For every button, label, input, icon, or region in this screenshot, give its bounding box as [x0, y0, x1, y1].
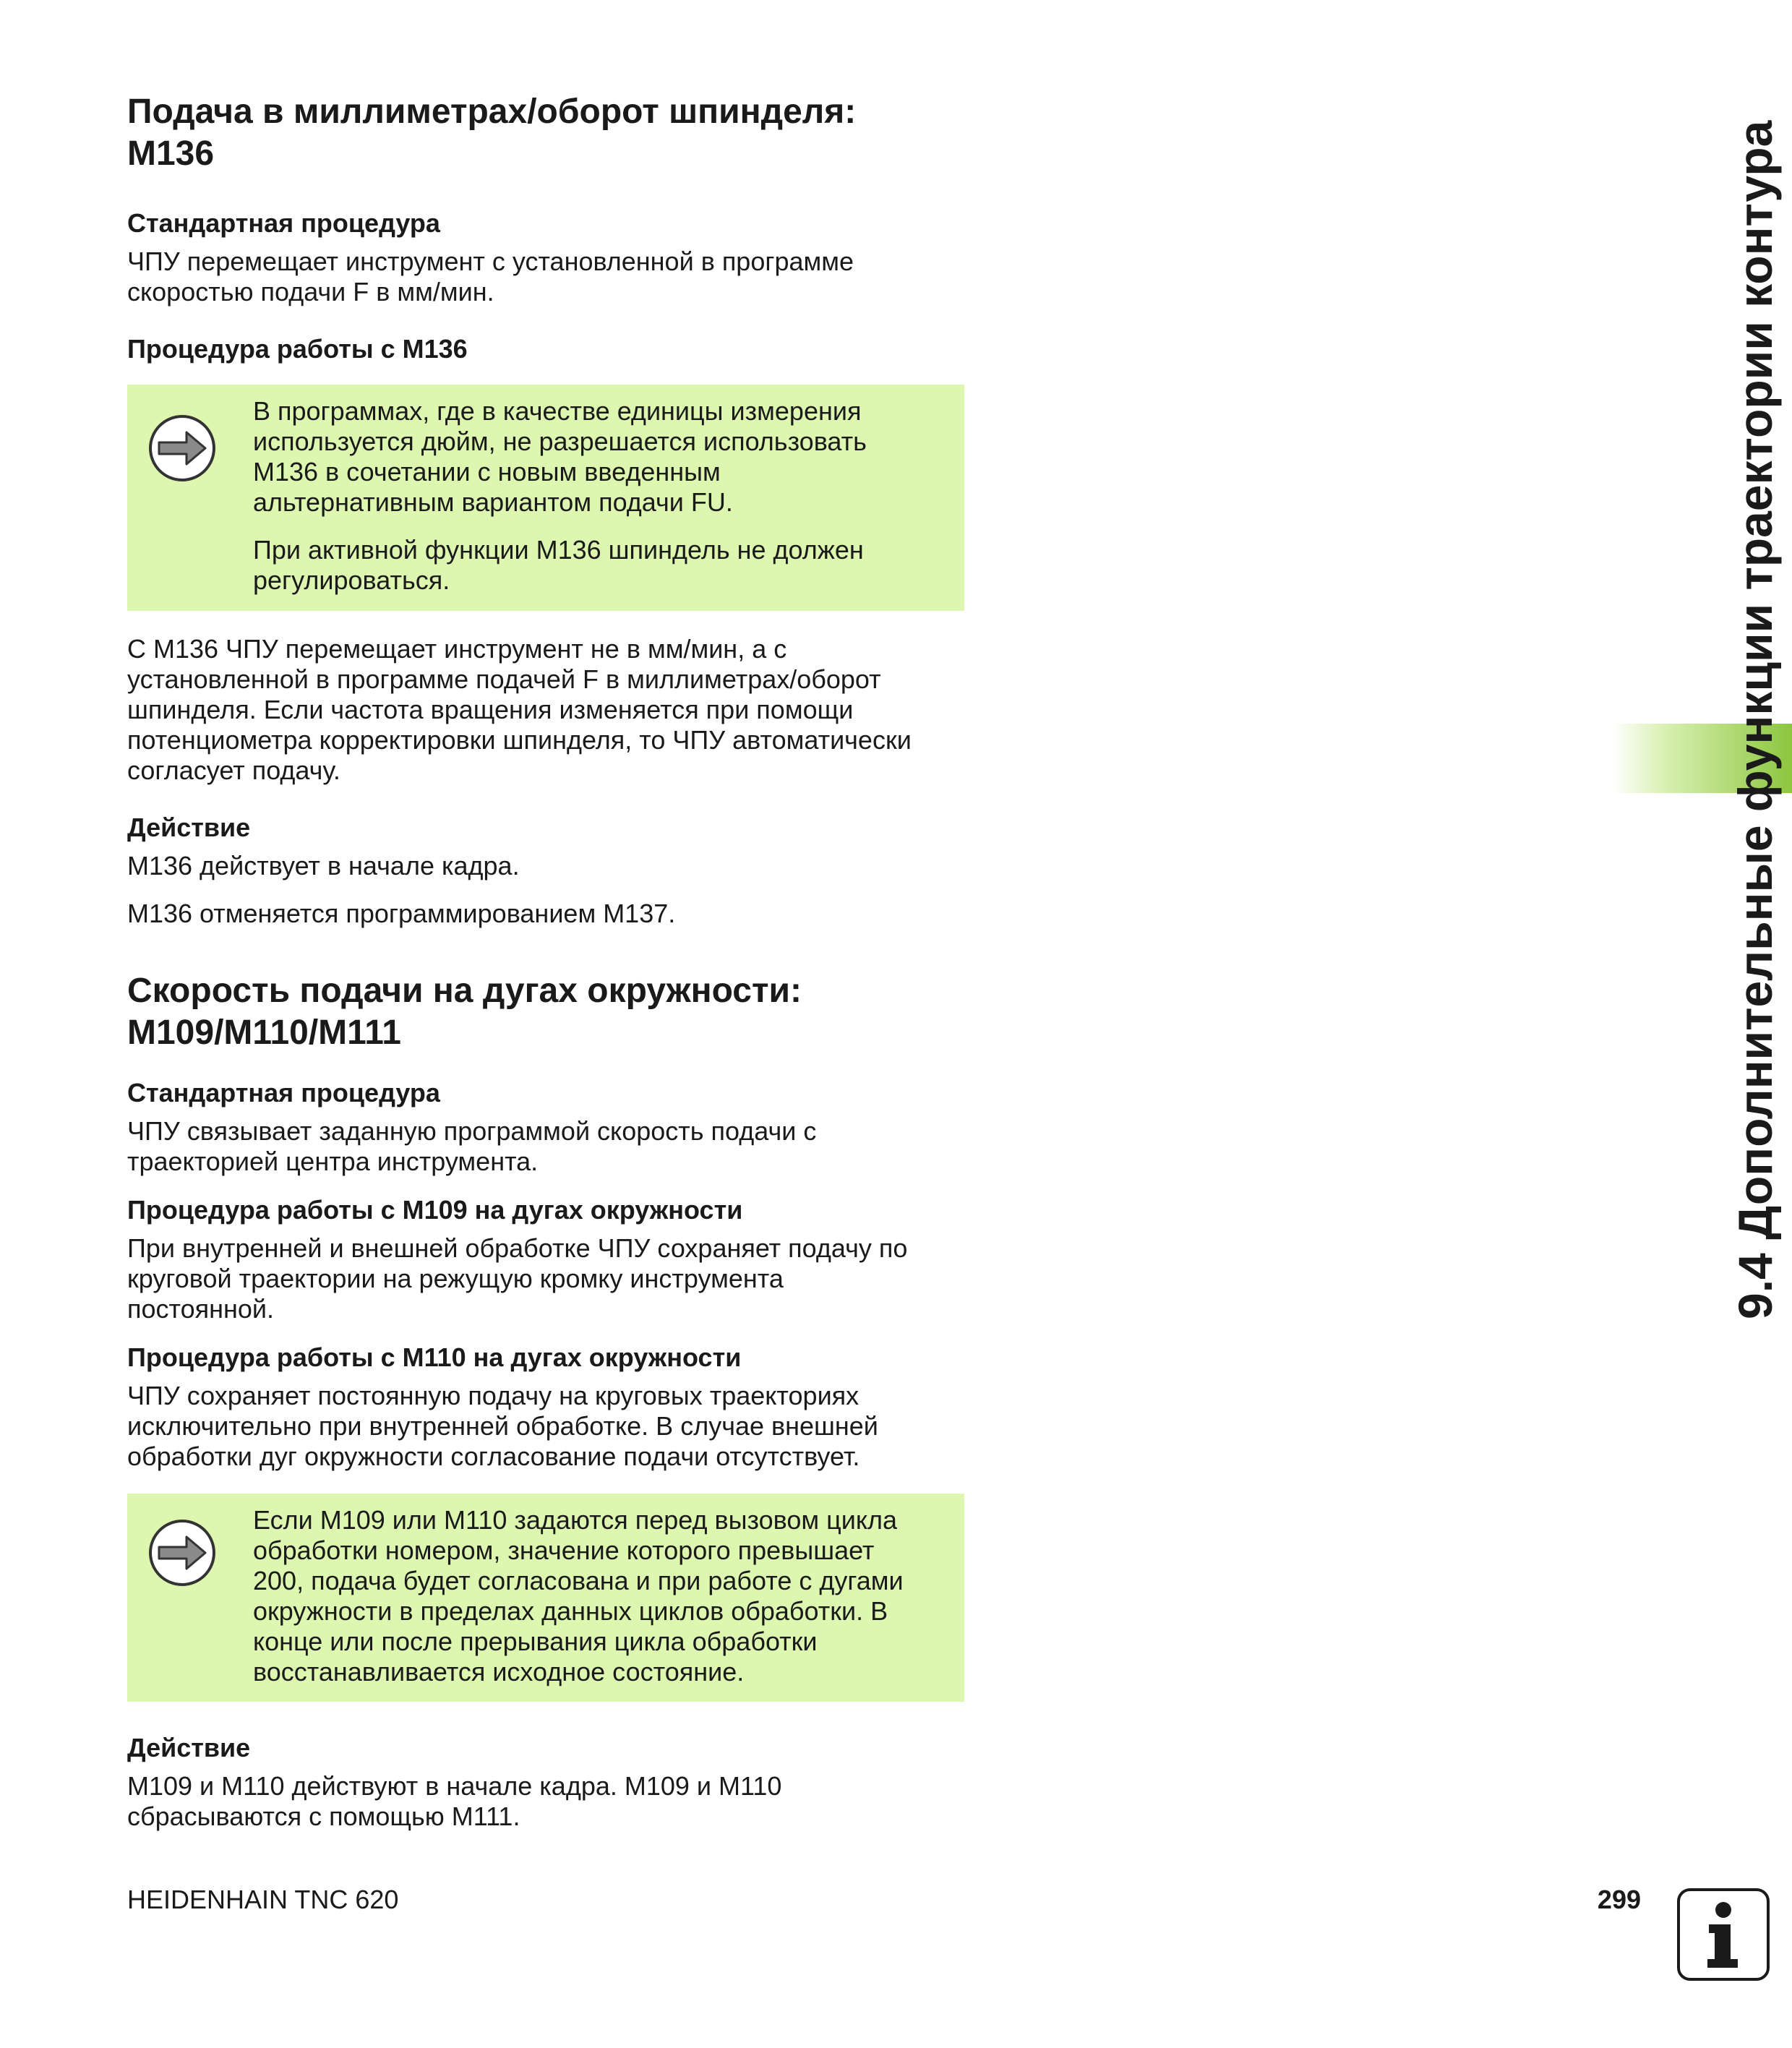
m136-procedure-heading: Процедура работы с M136	[127, 334, 468, 364]
note-line: В программах, где в качестве единицы измерения	[253, 396, 862, 426]
m110-line: ЧПУ сохраняет постоянную подачу на круговых траекториях	[127, 1381, 859, 1410]
body-line: согласует подачу.	[127, 755, 340, 785]
chapter-side-title: 9.4 Дополнительные функции траектории контура	[1728, 120, 1782, 1319]
note-line: регулироваться.	[253, 565, 450, 595]
arrow-right-icon	[147, 1518, 217, 1588]
body-line: установленной в программе подачей F в миллиметрах/оборот	[127, 664, 881, 694]
m109-line: круговой траектории на режущую кромку инструмента	[127, 1264, 784, 1293]
effect-line: M136 действует в начале кадра.	[127, 851, 520, 881]
standard-procedure-text-line1: ЧПУ связывает заданную программой скорость подачи с	[127, 1116, 817, 1146]
section-title-m136-line2: M136	[127, 134, 215, 173]
section-title-arcs-line2: M109/M110/M111	[127, 1014, 401, 1052]
body-line: потенциометра корректировки шпинделя, то ЧПУ автоматически	[127, 725, 912, 755]
effect-heading: Действие	[127, 1733, 251, 1762]
effect-line: M136 отменяется программированием M137.	[127, 899, 676, 928]
effect-line: сбрасываются с помощью M111.	[127, 1801, 520, 1831]
standard-procedure-text-line1: ЧПУ перемещает инструмент с установленной в программе	[127, 247, 854, 276]
arrow-right-icon	[147, 414, 217, 483]
m110-line: обработки дуг окружности согласование подачи отсутствует.	[127, 1441, 860, 1471]
m109-procedure-heading: Процедура работы с M109 на дугах окружности	[127, 1195, 743, 1225]
note-line: Если M109 или M110 задаются перед вызовом цикла	[253, 1505, 898, 1535]
note-line: M136 в сочетании с новым введенным	[253, 457, 721, 487]
note-box-m109-m110	[127, 1494, 964, 1702]
note-line: При активной функции M136 шпиндель не должен	[253, 535, 864, 565]
note-line: 200, подача будет согласована и при работе с дугами	[253, 1566, 904, 1595]
note-line: окружности в пределах данных циклов обработки. В	[253, 1596, 888, 1626]
note-line: конце или после прерывания цикла обработки	[253, 1627, 818, 1656]
body-line: шпинделя. Если частота вращения изменяется при помощи	[127, 695, 854, 724]
note-line: используется дюйм, не разрешается использовать	[253, 427, 867, 456]
m110-line: исключительно при внутренней обработке. В случае внешней	[127, 1411, 878, 1441]
m109-line: постоянной.	[127, 1294, 275, 1324]
body-line: С M136 ЧПУ перемещает инструмент не в мм/мин, а с	[127, 634, 787, 664]
footer-product: HEIDENHAIN TNC 620	[127, 1885, 399, 1914]
section-title-arcs-line1: Скорость подачи на дугах окружности:	[127, 972, 802, 1010]
note-box-m136	[127, 385, 964, 611]
standard-procedure-text-line2: скоростью подачи F в мм/мин.	[127, 277, 494, 307]
standard-procedure-text-line2: траекторией центра инструмента.	[127, 1147, 539, 1176]
standard-procedure-heading: Стандартная процедура	[127, 1078, 440, 1107]
m110-procedure-heading: Процедура работы с M110 на дугах окружности	[127, 1342, 742, 1372]
standard-procedure-heading: Стандартная процедура	[127, 208, 440, 238]
m109-line: При внутренней и внешней обработке ЧПУ сохраняет подачу по	[127, 1233, 908, 1263]
note-line: обработки номером, значение которого превышает	[253, 1535, 875, 1565]
effect-line: M109 и M110 действуют в начале кадра. M109 и M110	[127, 1771, 782, 1801]
note-line: восстанавливается исходное состояние.	[253, 1657, 745, 1687]
effect-heading: Действие	[127, 813, 251, 842]
section-title-m136-line1: Подача в миллиметрах/оборот шпинделя:	[127, 93, 857, 131]
info-icon	[1677, 1888, 1770, 1981]
page-number: 299	[1597, 1885, 1641, 1914]
note-line: альтернативным вариантом подачи FU.	[253, 487, 733, 517]
